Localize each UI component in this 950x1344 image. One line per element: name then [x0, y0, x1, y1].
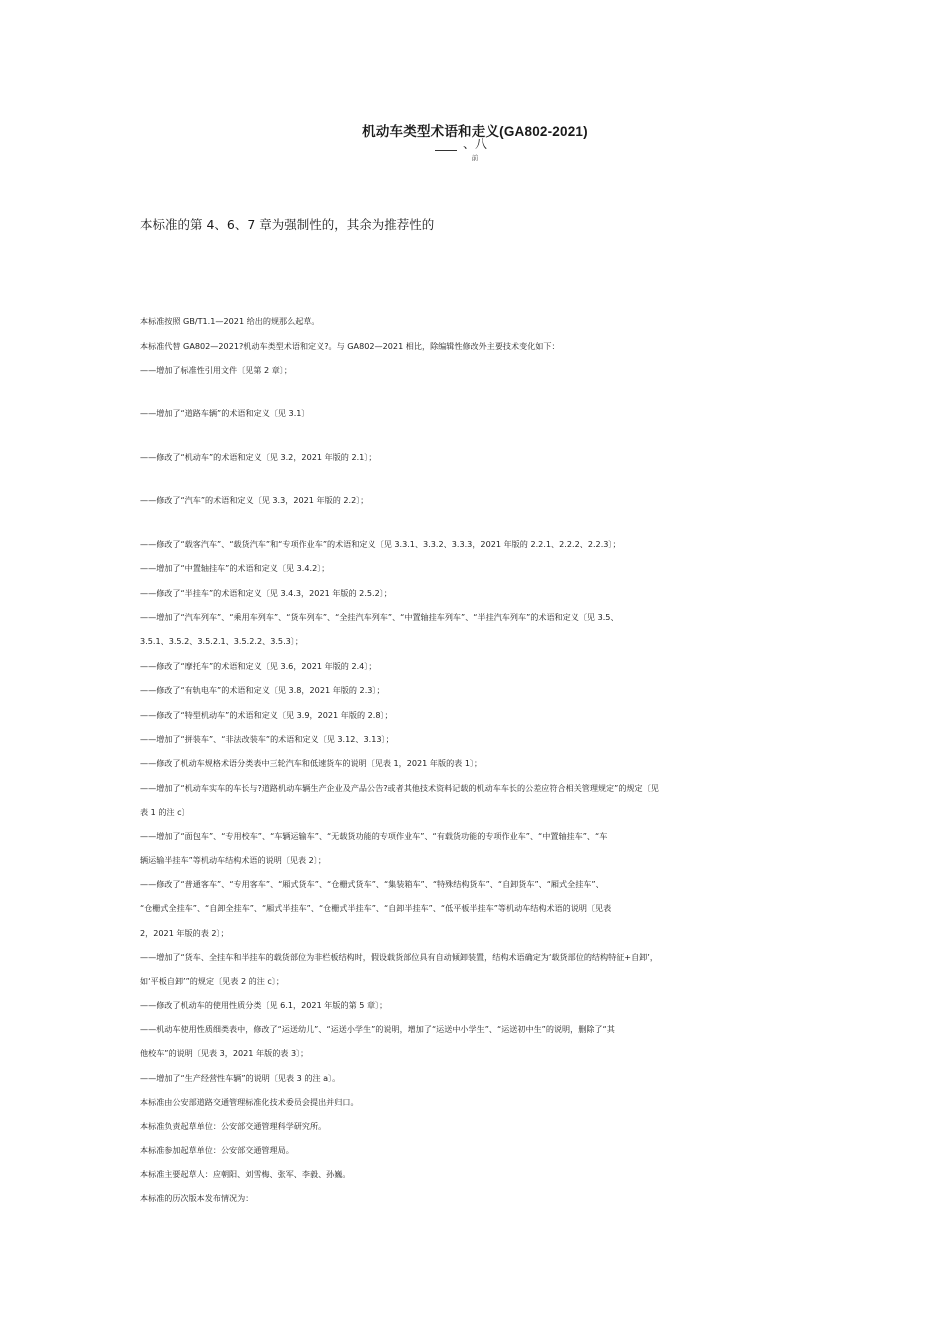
- body-line: ——增加了“机动车实车的车长与?道路机动车辆生产企业及产品公告?或者其他技术资料记载的机动车车长的公差应符合相关管理规定”的规定〔见: [140, 783, 659, 793]
- body-line: ——增加了“货车、全挂车和半挂车的载货部位为非栏板结构时，假设载货部位具有自动倾卸装置，结构术语确定为‘载货部位的结构特征+自卸’，: [140, 952, 658, 962]
- foreword-heading: 前: [471, 154, 479, 162]
- body-line: ——修改了“汽车”的术语和定义〔见 3.3，2021 年版的 2.2〕；: [140, 495, 369, 505]
- body-line: 他校车”的说明〔见表 3，2021 年版的表 3〕；: [140, 1048, 309, 1058]
- title-mark: 、八: [462, 137, 487, 151]
- body-line: ——修改了“半挂车”的术语和定义〔见 3.4.3，2021 年版的 2.5.2〕；: [140, 588, 392, 598]
- body-line: 本标准负责起草单位：公安部交通管理科学研究所。: [140, 1121, 327, 1131]
- body-line: ——增加了“生产经营性车辆”的说明〔见表 3 的注 a〕。: [140, 1073, 341, 1083]
- body-line: ——增加了标准性引用文件〔见第 2 章〕；: [140, 365, 292, 375]
- body-line: 本标准由公安部道路交通管理标准化技术委员会提出并归口。: [140, 1097, 359, 1107]
- body-line: 本标准参加起草单位：公安部交通管理局。: [140, 1145, 294, 1155]
- body-line: ——修改了“特型机动车”的术语和定义〔见 3.9，2021 年版的 2.8〕；: [140, 710, 393, 720]
- body-line: ——修改了“载客汽车”、“载货汽车”和“专项作业车”的术语和定义〔见 3.3.1、3.3.2、3.3.3，2021 年版的 2.2.1、2.2.2、2.2.3〕；: [140, 539, 621, 549]
- body-line: 表 1 的注 c〕: [140, 807, 190, 817]
- body-line: ——修改了机动车的使用性质分类〔见 6.1，2021 年版的第 5 章〕；: [140, 1000, 388, 1010]
- body-line: ——增加了“面包车”、“专用校车”、“车辆运输车”、“无载货功能的专项作业车”、“有载货功能的专项作业车”、“中置轴挂车”、“车: [140, 831, 608, 841]
- body-line: ——修改了机动车规格术语分类表中三轮汽车和低速货车的说明〔见表 1，2021 年版的表 1〕；: [140, 758, 483, 768]
- body-line: ——增加了“道路车辆”的术语和定义〔见 3.1〕: [140, 408, 310, 418]
- body-line: ——增加了“拼装车”、“非法改装车”的术语和定义〔见 3.12、3.13〕；: [140, 734, 394, 744]
- body-line: 2，2021 年版的表 2〕；: [140, 928, 229, 938]
- body-line: 3.5.1、3.5.2、3.5.2.1、3.5.2.2、3.5.3〕；: [140, 636, 303, 646]
- body-line: ——增加了“汽车列车”、“乘用车列车”、“货车列车”、“全挂汽车列车”、“中置轴挂车列车”、“半挂汽车列车”的术语和定义〔见 3.5、: [140, 612, 619, 622]
- body-line: 本标准代替 GA802—2021?机动车类型术语和定义?。与 GA802—2021 相比，除编辑性修改外主要技术变化如下：: [140, 341, 560, 351]
- body-line: ——修改了“机动车”的术语和定义〔见 3.2，2021 年版的 2.1〕；: [140, 452, 377, 462]
- body-line: ——修改了“有轨电车”的术语和定义〔见 3.8，2021 年版的 2.3〕；: [140, 685, 385, 695]
- mandatory-note: 本标准的第 4、6、7 章为强制性的，其余为推荐性的: [140, 217, 435, 232]
- mark-underline: [435, 150, 457, 151]
- body-line: 本标准的历次版本发布情况为：: [140, 1193, 254, 1203]
- body-line: “仓栅式全挂车”、“自卸全挂车”、“厢式半挂车”、“仓栅式半挂车”、“自卸半挂车”、“低平板半挂车”等机动车结构术语的说明〔见表: [140, 903, 612, 913]
- body-line: ——增加了“中置轴挂车”的术语和定义〔见 3.4.2〕；: [140, 563, 330, 573]
- document-title: 机动车类型术语和走义(GA802-2021): [362, 124, 588, 139]
- body-line: ——修改了“普通客车”、“专用客车”、“厢式货车”、“仓栅式货车”、“集装箱车”、“特殊结构货车”、“自卸货车”、“厢式全挂车”、: [140, 879, 604, 889]
- body-line: 本标准主要起草人：应朝阳、刘雪梅、张军、李毅、孙巍。: [140, 1169, 351, 1179]
- body-line: 本标准按照 GB/T1.1—2021 给出的规那么起草。: [140, 316, 320, 326]
- body-line: 辆运输半挂车”等机动车结构术语的说明〔见表 2〕；: [140, 855, 326, 865]
- body-line: ——修改了“摩托车”的术语和定义〔见 3.6，2021 年版的 2.4〕；: [140, 661, 377, 671]
- body-line: ——机动车使用性质细类表中，修改了“运送幼儿”、“运送小学生”的说明，增加了“运送中小学生”、“运送初中生”的说明，删除了“其: [140, 1024, 615, 1034]
- body-line: 如‘平板自卸’”的规定〔见表 2 的注 c〕；: [140, 976, 285, 986]
